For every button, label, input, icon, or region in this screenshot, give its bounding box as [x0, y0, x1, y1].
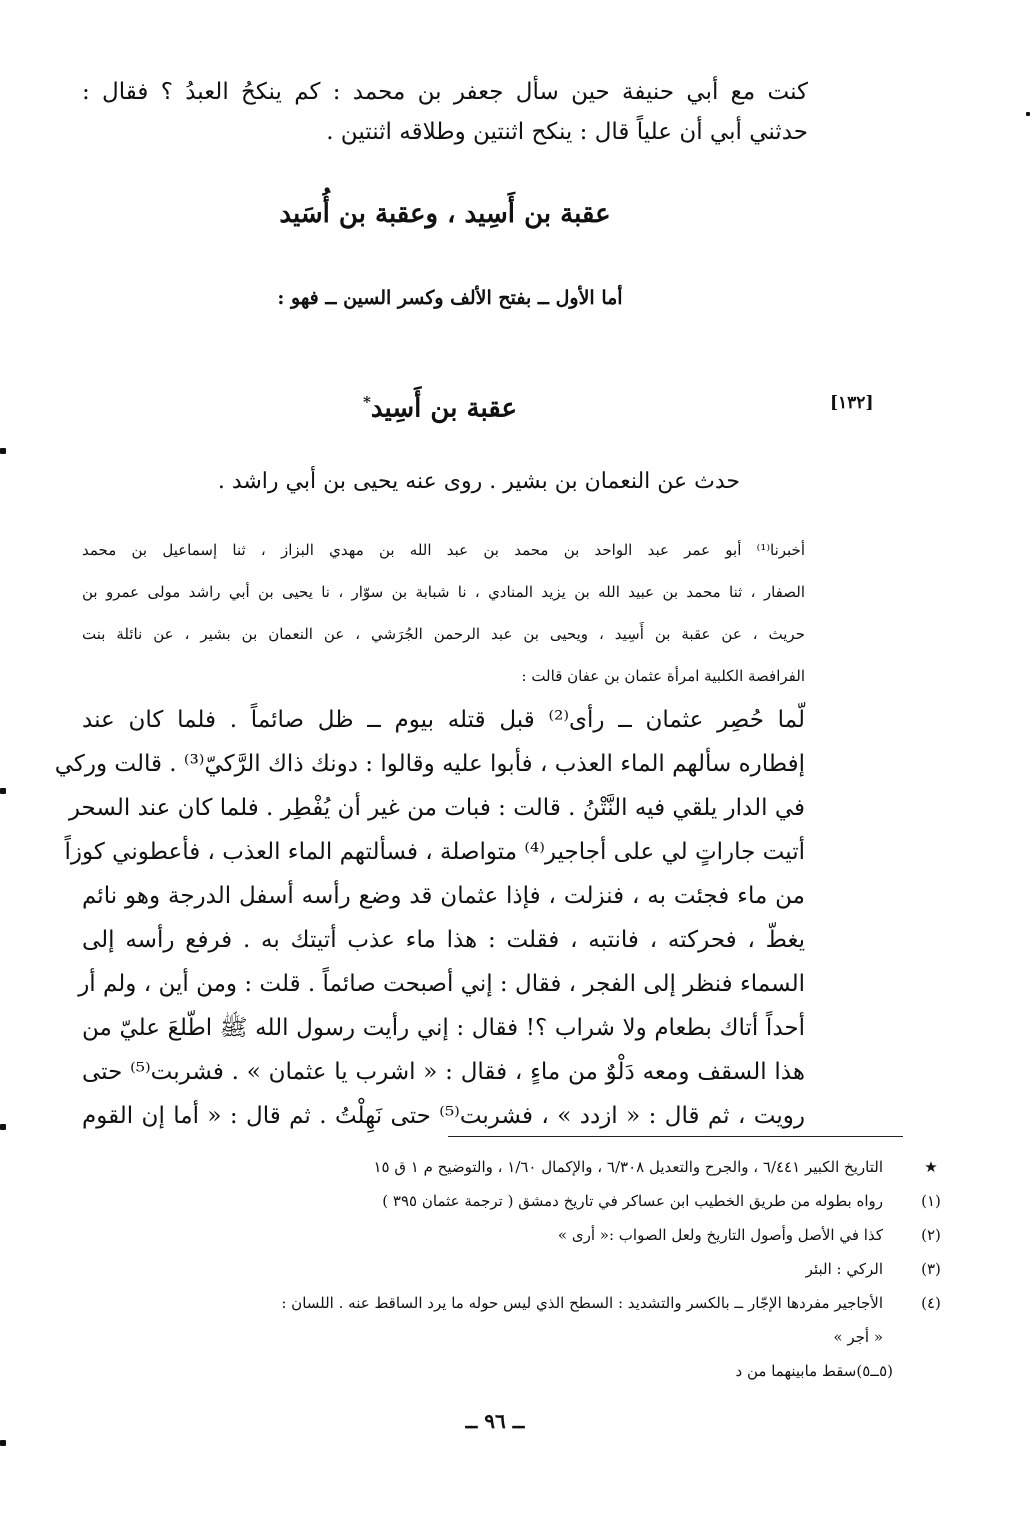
footnote-3 — [80, 1254, 941, 1284]
entry-star: * — [363, 393, 371, 411]
isnad-line-2: الصفار ، ثنا محمد بن عبيد الله بن يزيد المنادي ، نا شبابة بن سوّار ، نا يحيى بن أبي راشد مولى عمرو بن — [82, 583, 805, 601]
entry-name: عقبة بن أَسِيد — [370, 393, 517, 424]
footnote-text: « أجر » — [833, 1328, 883, 1346]
footnote-divider — [448, 1136, 903, 1137]
footnote-marker: ★ — [924, 1158, 938, 1176]
text-line-4: أتيت جاراتٍ لي على أجاجير⁽⁴⁾ متواصلة ، فسألتهم الماء العذب ، فأعطوني كوزاً — [64, 839, 805, 865]
footnote-text: رواه بطوله من طريق الخطيب ابن عساكر في تاريخ دمشق ( ترجمة عثمان ٣٩٥ ) — [382, 1192, 883, 1210]
footnote-star — [80, 1152, 938, 1182]
text-line-1: لّما حُصِر عثمان ــ رأى⁽²⁾ قبل قتله بيوم ــ ظل صائماً . فلما كان عند — [82, 707, 805, 733]
scan-mark — [0, 448, 6, 454]
entry-summary: حدث عن النعمان بن بشير . روى عنه يحيى بن أبي راشد . — [217, 469, 740, 494]
isnad-line-1: أخبرنا⁽¹⁾ أبو عمر عبد الواحد بن محمد بن عبد الله بن مهدي البزاز ، ثنا إسماعيل بن محمد — [82, 541, 805, 559]
footnote-text: الركي : البئر — [805, 1260, 883, 1278]
footnote-text: الأجاجير مفردها الإجّار ــ بالكسر والتشديد : السطح الذي ليس حوله ما يرد الساقط عنه . اللسان : — [281, 1294, 883, 1312]
footnote-text: التاريخ الكبير ٦/٤٤١ ، والجرح والتعديل ٦/٣٠٨ ، والإكمال ١/٦٠ ، والتوضيح م ١ ق ١٥ — [373, 1158, 883, 1176]
footnote-marker: (٣) — [921, 1260, 941, 1278]
intro-line-2: حدثني أبي أن علياً قال : ينكح اثنتين وطلاقه اثنتين . — [326, 119, 808, 145]
text-line-9: هذا السقف ومعه دَلْوٌ من ماءٍ ، فقال : « اشرب يا عثمان » . فشربت⁽⁵⁾ حتى — [82, 1059, 805, 1085]
footnote-marker: (٢) — [921, 1226, 941, 1244]
scan-mark — [0, 788, 6, 794]
isnad-line-3: حريث ، عن عقبة بن أَسِيد ، ويحيى بن عبد الرحمن الجُرَشي ، عن النعمان بن بشير ، عن نائلة بنت — [82, 625, 805, 643]
text-line-2: إفطاره سألهم الماء العذب ، فأبوا عليه وقالوا : دونك ذاك الرَّكيّ⁽³⁾ . قالت وركي — [54, 751, 805, 777]
scan-mark — [0, 1440, 6, 1446]
footnote-marker: (١) — [921, 1192, 941, 1210]
footnote-4 — [80, 1288, 941, 1318]
text-line-5: من ماء فجئت به ، فنزلت ، فإذا عثمان قد وضع رأسه أسفل الدرجة وهو نائم — [82, 883, 805, 909]
page-number: ــ ٩٦ ــ — [465, 1409, 525, 1433]
section-title: عقبة بن أَسِيد ، وعقبة بن أُسَيد — [279, 199, 611, 229]
text-line-3: في الدار يلقي فيه النَّتْنُ . قالت : فبات من غير أن يُفْطِر . فلما كان عند السحر — [68, 795, 805, 821]
text-line-8: أحداً أتاك بطعام ولا شراب ؟! فقال : إني رأيت رسول الله ﷺ اطّلعَ عليّ من — [82, 1015, 805, 1041]
text-line-10: رويت ، ثم قال : « ازدد » ، فشربت⁽⁵⁾ حتى نَهِلْتُ . ثم قال : « أما إن القوم — [82, 1103, 805, 1129]
footnote-text: كذا في الأصل وأصول التاريخ ولعل الصواب :« أرى » — [557, 1226, 883, 1244]
section-subtitle: أما الأول ــ بفتح الألف وكسر السين ــ فهو : — [277, 287, 623, 309]
text-line-7: السماء فنظر إلى الفجر ، فقال : إني أصبحت صائماً . قلت : ومن أين ، ولم أر — [78, 971, 805, 997]
scan-mark — [0, 1124, 6, 1130]
footnote-2 — [80, 1220, 941, 1250]
text-line-6: يغطّ ، فحركته ، فانتبه ، فقلت : هذا ماء عذب أتيتك به . فرفع رأسه إلى — [82, 927, 805, 953]
isnad-line-4: الفرافصة الكلبية امرأة عثمان بن عفان قالت : — [521, 667, 805, 685]
footnote-1 — [80, 1186, 941, 1216]
footnote-text: (٥ــ٥)سقط مابينهما من د — [735, 1362, 893, 1380]
scan-mark — [1026, 112, 1030, 116]
footnote-5 — [80, 1356, 893, 1386]
footnote-marker: (٤) — [921, 1294, 941, 1312]
entry-number: [١٣٢] — [830, 393, 874, 413]
footnote-4-continued — [80, 1322, 883, 1352]
entry-heading — [320, 380, 560, 431]
intro-line-1: كنت مع أبي حنيفة حين سأل جعفر بن محمد : كم ينكحُ العبدُ ؟ فقال : — [82, 79, 808, 105]
